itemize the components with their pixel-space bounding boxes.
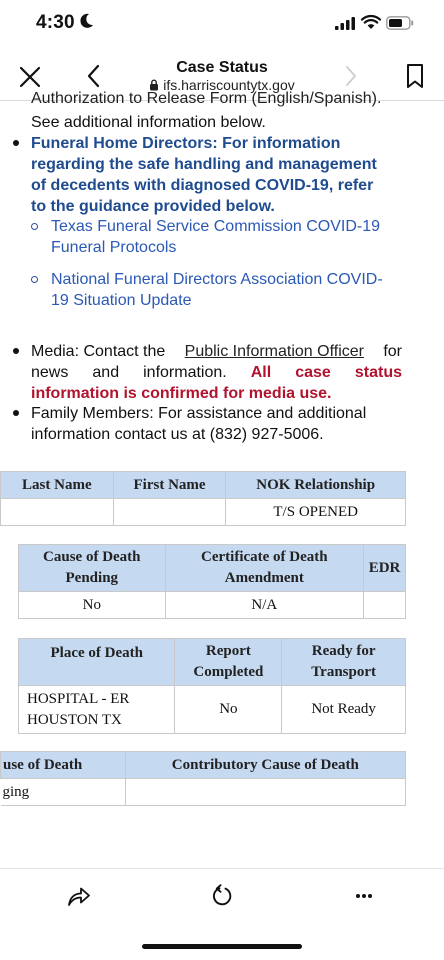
header-contributory-cause: Contributory Cause of Death <box>125 752 405 779</box>
cell-last-name <box>1 499 114 526</box>
bullet <box>13 410 19 416</box>
family-line-2: information contact us at (832) 927-5006. <box>31 426 324 443</box>
media-line-1 <box>31 342 402 363</box>
media-word: and <box>92 364 120 381</box>
media-word: information. <box>143 364 227 381</box>
nfda-link[interactable]: National Funeral Directors Association COVID- <box>51 271 383 288</box>
more-icon[interactable] <box>354 884 374 908</box>
media-word-red: status <box>354 364 402 381</box>
close-icon[interactable] <box>16 62 44 90</box>
header-cause-of-death: use of Death <box>1 752 126 779</box>
page-content[interactable] <box>0 90 444 868</box>
bookmark-icon[interactable] <box>404 62 426 90</box>
reload-icon[interactable] <box>210 884 234 908</box>
header-certificate-amendment: Certificate of Death Amendment <box>165 545 364 592</box>
header-ready-transport: Ready for Transport <box>282 639 406 686</box>
bullet <box>13 348 19 354</box>
funeral-line-3: of decedents with diagnosed COVID-19, refer <box>31 177 374 194</box>
media-word-red: All <box>250 364 272 381</box>
texas-funeral-link[interactable]: Texas Funeral Service Commission COVID-19 <box>51 218 380 235</box>
funeral-line-4: to the guidance provided below. <box>31 198 275 215</box>
cell-certificate-amendment: N/A <box>165 592 364 619</box>
cell-report-completed: No <box>175 686 282 734</box>
public-information-officer-link[interactable]: Public Information Officer <box>184 343 364 360</box>
see-info-text: See additional information below. <box>31 114 266 131</box>
home-indicator[interactable] <box>142 944 302 949</box>
header-last-name: Last Name <box>1 472 114 499</box>
family-line-1: Family Members: For assistance and additional <box>31 405 367 422</box>
share-icon[interactable] <box>66 884 92 908</box>
funeral-line-1: Funeral Home Directors: For information <box>31 135 341 152</box>
cell-cause-of-death: ging <box>1 779 126 806</box>
header-edr: EDR <box>364 545 406 592</box>
forward-icon[interactable] <box>340 62 362 90</box>
media-line-2 <box>31 363 402 384</box>
cell-nok-relationship: T/S OPENED <box>226 499 406 526</box>
header-nok-relationship: NOK Relationship <box>226 472 406 499</box>
media-line-3: information is confirmed for media use. <box>31 385 332 402</box>
cell-edr <box>364 592 406 619</box>
case-table-names <box>0 471 406 526</box>
cell-contributory-cause <box>125 779 405 806</box>
place-line-1: HOSPITAL - ER <box>27 690 130 707</box>
funeral-line-2: regarding the safe handling and management <box>31 156 377 173</box>
case-table-place <box>18 638 406 734</box>
cell-place-of-death <box>19 686 175 734</box>
cut-off-line: Authorization to Release Form (English/Spanish). <box>31 90 382 107</box>
url-text: ifs.harriscountytx.gov <box>163 77 295 93</box>
media-prefix: Media: Contact the <box>31 343 170 360</box>
media-word: news <box>31 364 69 381</box>
header-cause-pending: Cause of Death Pending <box>19 545 166 592</box>
wifi-icon <box>361 15 381 30</box>
cell-first-name <box>113 499 226 526</box>
toolbar-divider <box>0 868 444 869</box>
header-first-name: First Name <box>113 472 226 499</box>
cell-ready-transport: Not Ready <box>282 686 406 734</box>
place-line-2: HOUSTON TX <box>27 711 122 728</box>
page-title: Case Status <box>176 59 268 76</box>
sub-bullet <box>31 276 38 283</box>
sub-bullet <box>31 223 38 230</box>
signal-icon <box>335 17 355 30</box>
media-suffix: for <box>378 343 402 360</box>
nfda-link-line2[interactable]: 19 Situation Update <box>51 292 192 309</box>
back-icon[interactable] <box>82 62 106 90</box>
texas-funeral-link-line2[interactable]: Funeral Protocols <box>51 239 177 256</box>
case-table-cause <box>18 544 406 619</box>
header-report-completed: Report Completed <box>175 639 282 686</box>
cell-cause-pending: No <box>19 592 166 619</box>
case-table-contributory <box>0 751 406 806</box>
moon-icon <box>80 13 94 29</box>
header-place-of-death: Place of Death <box>19 639 175 686</box>
battery-icon <box>386 16 414 30</box>
status-time: 4:30 <box>36 12 75 33</box>
media-word-red: case <box>295 364 331 381</box>
bullet <box>13 140 19 146</box>
